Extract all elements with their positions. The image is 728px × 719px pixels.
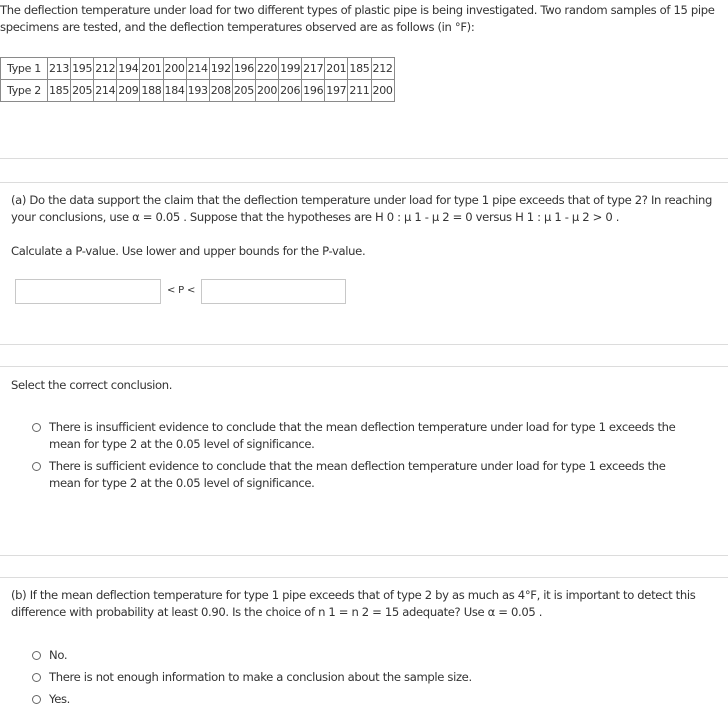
radio-button[interactable] [32, 462, 41, 471]
conclusion-option-sufficient[interactable] [32, 458, 692, 492]
table-cell: 200 [255, 80, 278, 102]
table-cell: 211 [348, 80, 371, 102]
table-cell: 193 [186, 80, 209, 102]
option-label: Yes. [49, 692, 70, 706]
divider [0, 182, 728, 183]
row-label: Type 1 [1, 58, 48, 80]
radio-button[interactable] [32, 695, 41, 704]
table-row [1, 80, 395, 102]
problem-intro: The deflection temperature under load for two different types of plastic pipe is being investigated. Two random samples of 15 pipe specimens are tested, and the deflection temperatures observed are as follows (in °F): [0, 3, 715, 34]
table-cell: 209 [117, 80, 140, 102]
divider [0, 344, 728, 345]
table-cell: 188 [140, 80, 163, 102]
divider [0, 366, 728, 367]
table-cell: 205 [71, 80, 94, 102]
radio-button[interactable] [32, 673, 41, 682]
table-cell: 206 [279, 80, 302, 102]
conclusion-prompt: Select the correct conclusion. [11, 378, 173, 392]
radio-button[interactable] [32, 651, 41, 660]
table-cell: 208 [209, 80, 232, 102]
divider [0, 577, 728, 578]
table-cell: 196 [302, 80, 325, 102]
table-cell: 200 [163, 58, 186, 80]
part-b-question: (b) If the mean deflection temperature for type 1 pipe exceeds that of type 2 by as much as 4°F, it is important to detect this difference with probability at least 0.90. Is the choice of n 1 = n 2 = 15 adequate? Use α = 0.05 . [11, 588, 696, 619]
table-cell: 196 [232, 58, 255, 80]
conclusion-option-insufficient[interactable] [32, 419, 692, 453]
table-cell: 185 [47, 80, 70, 102]
part-b-option-yes[interactable] [32, 691, 682, 708]
table-cell: 214 [94, 80, 117, 102]
data-table [0, 57, 395, 102]
row-label: Type 2 [1, 80, 48, 102]
part-a-question: (a) Do the data support the claim that the deflection temperature under load for type 1 pipe exceeds that of type 2? In reaching your conclusions, use α = 0.05 . Suppose that the hypotheses are H 0 : μ 1 - μ 2 = 0 versus H 1 : μ 1 - μ 2 > 0 . [11, 193, 712, 224]
part-a-instruction: Calculate a P-value. Use lower and upper bounds for the P-value. [11, 244, 366, 258]
radio-button[interactable] [32, 423, 41, 432]
part-b-option-not-enough-info[interactable] [32, 669, 682, 686]
table-cell: 214 [186, 58, 209, 80]
table-cell: 197 [325, 80, 348, 102]
option-label: There is insufficient evidence to conclude that the mean deflection temperature under load for type 1 exceeds the mean for type 2 at the 0.05 level of significance. [49, 420, 676, 451]
part-b-option-no[interactable] [32, 647, 682, 664]
option-label: No. [49, 648, 68, 662]
table-cell: 212 [94, 58, 117, 80]
table-cell: 194 [117, 58, 140, 80]
table-cell: 217 [302, 58, 325, 80]
option-label: There is not enough information to make a conclusion about the sample size. [49, 670, 472, 684]
table-row [1, 58, 395, 80]
divider [0, 158, 728, 159]
table-cell: 201 [325, 58, 348, 80]
table-cell: 205 [232, 80, 255, 102]
option-label: There is sufficient evidence to conclude that the mean deflection temperature under load for type 1 exceeds the mean for type 2 at the 0.05 level of significance. [49, 459, 666, 490]
p-upper-bound-input[interactable] [201, 279, 346, 304]
p-lower-bound-input[interactable] [15, 279, 161, 304]
table-cell: 184 [163, 80, 186, 102]
divider [0, 555, 728, 556]
table-cell: 200 [371, 80, 394, 102]
table-cell: 201 [140, 58, 163, 80]
table-cell: 199 [279, 58, 302, 80]
table-cell: 220 [255, 58, 278, 80]
table-cell: 213 [47, 58, 70, 80]
table-cell: 192 [209, 58, 232, 80]
table-cell: 212 [371, 58, 394, 80]
table-cell: 195 [71, 58, 94, 80]
table-cell: 185 [348, 58, 371, 80]
p-between-label: < P < [167, 285, 196, 296]
